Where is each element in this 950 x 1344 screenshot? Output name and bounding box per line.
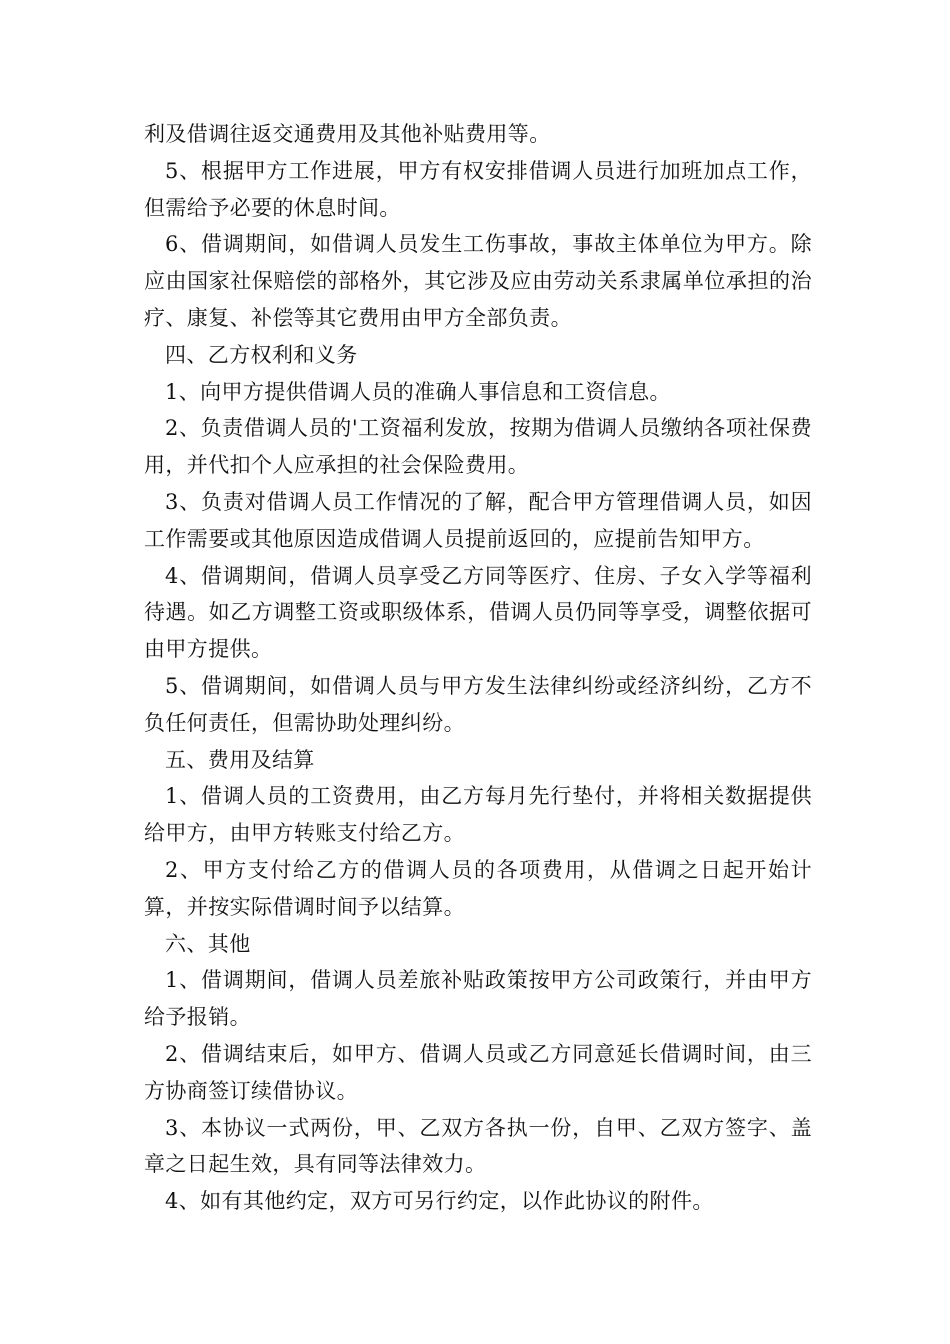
paragraph-continuation: 利及借调往返交通费用及其他补贴费用等。 bbox=[144, 122, 551, 146]
section-heading-party-b-rights: 四、乙方权利和义务 bbox=[165, 342, 358, 367]
clause-4-1-information: 1、向甲方提供借调人员的准确人事信息和工资信息。 bbox=[165, 379, 671, 404]
section-heading-fees: 五、费用及结算 bbox=[165, 747, 315, 772]
clause-5-1-advance-payment: 1、借调人员的工资费用，由乙方每月先行垫付，并将相关数据提供给甲方，由甲方转账支付给乙方。 bbox=[144, 784, 812, 846]
clause-6-4-appendix: 4、如有其他约定，双方可另行约定，以作此协议的附件。 bbox=[165, 1189, 714, 1214]
clause-6-2-extension: 2、借调结束后，如甲方、借调人员或乙方同意延长借调时间，由三方协商签订续借协议。 bbox=[144, 1041, 812, 1103]
clause-4-3-management: 3、负责对借调人员工作情况的了解，配合甲方管理借调人员，如因工作需要或其他原因造成借调人员提前返回的，应提前告知甲方。 bbox=[144, 489, 812, 551]
document-body bbox=[144, 116, 812, 1220]
clause-4-2-wages: 2、负责借调人员的'工资福利发放，按期为借调人员缴纳各项社保费用，并代扣个人应承担的社会保险费用。 bbox=[144, 416, 812, 478]
section-heading-other: 六、其他 bbox=[165, 931, 251, 956]
clause-6-3-copies: 3、本协议一式两份，甲、乙双方各执一份，自甲、乙双方签字、盖章之日起生效，具有同等法律效力。 bbox=[144, 1115, 812, 1177]
clause-6-1-travel: 1、借调期间，借调人员差旅补贴政策按甲方公司政策行，并由甲方给予报销。 bbox=[144, 968, 812, 1030]
clause-4-5-disputes: 5、借调期间，如借调人员与甲方发生法律纠纷或经济纠纷，乙方不负任何责任，但需协助处理纠纷。 bbox=[144, 673, 812, 735]
clause-3-5-overtime: 5、根据甲方工作进展，甲方有权安排借调人员进行加班加点工作，但需给予必要的休息时间。 bbox=[144, 158, 812, 220]
clause-5-2-settlement: 2、甲方支付给乙方的借调人员的各项费用，从借调之日起开始计算，并按实际借调时间予以结算。 bbox=[144, 857, 812, 919]
clause-3-6-injury: 6、借调期间，如借调人员发生工伤事故，事故主体单位为甲方。除应由国家社保赔偿的部格外，其它涉及应由劳动关系隶属单位承担的治疗、康复、补偿等其它费用由甲方全部负责。 bbox=[144, 232, 812, 330]
clause-4-4-benefits: 4、借调期间，借调人员享受乙方同等医疗、住房、子女入学等福利待遇。如乙方调整工资或职级体系，借调人员仍同等享受，调整依据可由甲方提供。 bbox=[144, 563, 812, 662]
